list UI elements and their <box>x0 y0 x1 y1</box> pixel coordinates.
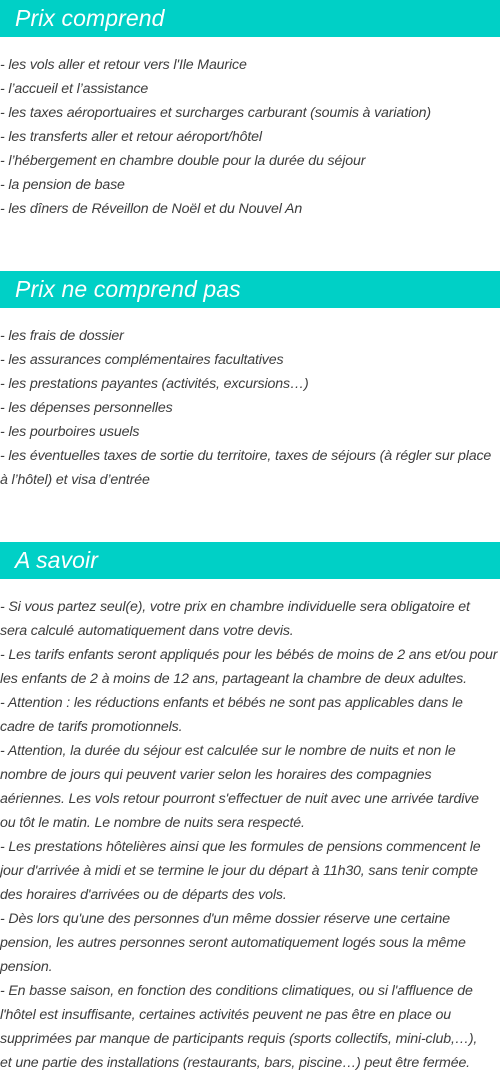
text-line: - Dès lors qu'une des personnes d'un même dossier réserve une certaine <box>0 911 450 927</box>
text-line: pension. <box>0 959 53 975</box>
text-line: pension, les autres personnes seront automatiquement logés sous la même <box>0 935 466 951</box>
list-item: - les taxes aéroportuaires et surcharges carburant (soumis à variation) <box>0 105 431 121</box>
list-item: - les prestations payantes (activités, excursions…) <box>0 376 309 392</box>
text-line: jour d'arrivée à midi et se termine le jour du départ à 11h30, sans tenir compte <box>0 863 478 879</box>
text-line: des horaires d'arrivées ou de départs des vols. <box>0 887 287 903</box>
not-included-list <box>0 324 500 492</box>
list-item: - les vols aller et retour vers l'Ile Maurice <box>0 57 247 73</box>
text-line: - Attention, la durée du séjour est calculée sur le nombre de nuits et non le <box>0 743 456 759</box>
text-line: - Les prestations hôtelières ainsi que les formules de pensions commencent le <box>0 839 481 855</box>
text-line: - Attention : les réductions enfants et bébés ne sont pas applicables dans le <box>0 695 463 711</box>
section-title-a-savoir: A savoir <box>0 542 500 579</box>
info-paragraphs <box>0 595 500 1075</box>
list-item: - la pension de base <box>0 177 125 193</box>
section-title-prix-comprend: Prix comprend <box>0 0 500 37</box>
text-line: ou tôt le matin. Le nombre de nuits sera respecté. <box>0 815 305 831</box>
list-item: - les dépenses personnelles <box>0 400 173 416</box>
text-line: sera calculé automatiquement dans votre devis. <box>0 623 294 639</box>
section-title-prix-ne-comprend-pas: Prix ne comprend pas <box>0 271 500 308</box>
text-line: l'hôtel est insuffisante, certaines activités peuvent ne pas être en place ou <box>0 1007 451 1023</box>
list-item: - les pourboires usuels <box>0 424 140 440</box>
text-line: - En basse saison, en fonction des conditions climatiques, ou si l'affluence de <box>0 983 473 999</box>
list-item: - les assurances complémentaires facultatives <box>0 352 284 368</box>
text-line: et une partie des installations (restaurants, bars, piscine…) peut être fermée. <box>0 1055 470 1071</box>
list-item: - l’accueil et l’assistance <box>0 81 149 97</box>
text-line: les enfants de 2 à moins de 12 ans, partageant la chambre de deux adultes. <box>0 671 467 687</box>
list-item: - les dîners de Réveillon de Noël et du Nouvel An <box>0 201 303 217</box>
text-line: supprimées par manque de participants requis (sports collectifs, mini-club,…), <box>0 1031 478 1047</box>
text-line: - Les tarifs enfants seront appliqués pour les bébés de moins de 2 ans et/ou pour <box>0 647 498 663</box>
list-item: - les éventuelles taxes de sortie du territoire, taxes de séjours (à régler sur place <box>0 448 492 464</box>
text-line: cadre de tarifs promotionnels. <box>0 719 183 735</box>
list-item: - les frais de dossier <box>0 328 124 344</box>
list-item: - l’hébergement en chambre double pour la durée du séjour <box>0 153 366 169</box>
text-line: aériennes. Les vols retour pourront s'effectuer de nuit avec une arrivée tardive <box>0 791 479 807</box>
included-list <box>0 53 500 221</box>
text-line: nombre de jours qui peuvent varier selon les horaires des compagnies <box>0 767 432 783</box>
text-line: - Si vous partez seul(e), votre prix en chambre individuelle sera obligatoire et <box>0 599 470 615</box>
list-item: - les transferts aller et retour aéroport/hôtel <box>0 129 262 145</box>
list-item: à l’hôtel) et visa d’entrée <box>0 472 150 488</box>
